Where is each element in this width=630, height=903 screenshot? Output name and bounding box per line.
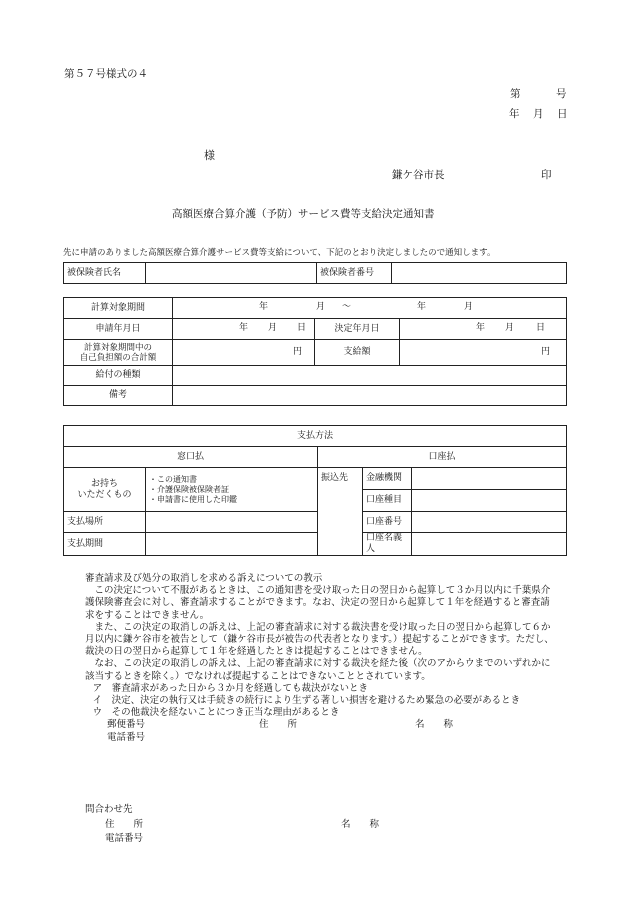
payment-amount-value bbox=[400, 340, 567, 366]
date-day: 日 bbox=[557, 108, 568, 120]
self-pay-label-line2: 自己負担額の合計額 bbox=[79, 352, 157, 363]
notice-paragraph: また、この決定の取消しの訴えは、上記の審査請求に対する裁決書を受け取った日の翌日から起算して６か月以内に鎌ケ谷市を被告として（鎌ケ谷市長が被告の代表者となります。）提起することができます。ただし、裁決の日の翌日から起算して１年を経過したときは提起することはできません。 bbox=[85, 621, 554, 658]
calc-period-value bbox=[173, 298, 567, 319]
period-end-month: 月 bbox=[464, 302, 474, 312]
addressee-suffix: 様 bbox=[204, 149, 215, 162]
notice-postal-label: 郵便番号 bbox=[107, 719, 146, 731]
form-number: 第５７号様式の４ bbox=[64, 68, 148, 80]
apply-day: 日 bbox=[297, 323, 307, 333]
date-month: 月 bbox=[533, 108, 544, 120]
self-pay-yen: 円 bbox=[292, 347, 302, 357]
bank-label: 金融機関 bbox=[363, 468, 412, 490]
contact-heading: 問合わせ先 bbox=[85, 804, 133, 815]
apply-month: 月 bbox=[268, 323, 278, 333]
bank-value bbox=[412, 468, 567, 490]
bring-item: ・介護保険被保険者証 bbox=[149, 484, 229, 494]
apply-year: 年 bbox=[239, 323, 249, 333]
decision-year: 年 bbox=[476, 323, 486, 333]
period-start-year: 年 bbox=[259, 302, 269, 312]
contact-address-label: 住 所 bbox=[105, 819, 144, 830]
insured-name-label: 被保険者氏名 bbox=[64, 263, 146, 284]
notice-item: ウ その他裁決を経ないことにつき正当な理由があるとき bbox=[92, 707, 340, 719]
bring-items-list bbox=[146, 468, 318, 512]
decision-month: 月 bbox=[505, 323, 515, 333]
decision-date-value bbox=[400, 319, 567, 340]
transfer-to-label: 振込先 bbox=[318, 468, 363, 556]
notice-phone-label: 電話番号 bbox=[107, 731, 146, 743]
calculation-table bbox=[63, 297, 567, 406]
payment-period-value bbox=[146, 533, 318, 556]
date-year: 年 bbox=[509, 108, 520, 120]
insured-number-value bbox=[392, 263, 567, 284]
document-title: 高額医療合算介護（予防）サービス費等支給決定通知書 bbox=[172, 208, 435, 220]
account-number-value bbox=[412, 512, 567, 533]
calc-period-label: 計算対象期間 bbox=[64, 298, 173, 319]
insured-number-label: 被保険者番号 bbox=[317, 263, 392, 284]
bring-items-label bbox=[64, 468, 146, 512]
benefit-type-label: 給付の種類 bbox=[64, 366, 173, 386]
bring-item: ・この通知書 bbox=[149, 474, 197, 484]
notice-paragraph: この決定について不服があるときは、この通知書を受け取った日の翌日から起算して３か月以内に千葉県介護保険審査会に対し、審査請求することができます。なお、決定の翌日から起算して１年を経過すると審査請求をすることはできません。 bbox=[85, 585, 551, 621]
account-type-label: 口座種目 bbox=[363, 490, 412, 512]
notice-item: イ 決定、決定の執行又は手続きの続行により生ずる著しい損害を避けるため緊急の必要があるとき bbox=[92, 695, 521, 707]
doc-number-label: 第 bbox=[510, 88, 521, 100]
period-tilde: ～ bbox=[342, 302, 352, 312]
payment-method-table bbox=[63, 425, 567, 556]
insured-name-value bbox=[146, 263, 317, 284]
issuer-name: 鎌ケ谷市長 bbox=[392, 169, 445, 181]
doc-number-suffix: 号 bbox=[556, 88, 567, 100]
payment-period-label: 支払期間 bbox=[64, 533, 146, 556]
notice-paragraph: なお、この決定の取消しの訴えは、上記の審査請求に対する裁決を経た後（次のアからウまでのいずれかに該当するときを除く。）でなければ提起することはできないこととされています。 bbox=[85, 658, 551, 682]
notice-name-label: 名 称 bbox=[415, 719, 454, 731]
self-pay-value bbox=[173, 340, 315, 366]
apply-date-value bbox=[173, 319, 315, 340]
payment-yen: 円 bbox=[540, 347, 550, 357]
period-end-year: 年 bbox=[417, 302, 427, 312]
contact-phone-label: 電話番号 bbox=[105, 833, 144, 844]
bring-label-line1: お持ち bbox=[90, 478, 118, 489]
decision-date-label: 決定年月日 bbox=[315, 319, 400, 340]
notice-item: ア 審査請求があった日から３か月を経過しても裁決がないとき bbox=[92, 682, 368, 694]
account-number-label: 口座番号 bbox=[363, 512, 412, 533]
bring-label-line2: いただくもの bbox=[77, 489, 132, 500]
notice-contact-line bbox=[85, 719, 555, 731]
apply-date-label: 申請年月日 bbox=[64, 319, 173, 340]
account-type-value bbox=[412, 490, 567, 512]
notice-heading: 審査請求及び処分の取消しを求める訴えについての教示 bbox=[85, 573, 323, 584]
bring-item: ・申請書に使用した印鑑 bbox=[149, 494, 237, 504]
period-start-month: 月 bbox=[316, 302, 326, 312]
account-name-label: 口座名義人 bbox=[363, 533, 412, 556]
transfer-payment-header: 口座払 bbox=[318, 447, 567, 468]
intro-text: 先に申請のありました高額医療合算介護サービス費等支給について、下記のとおり決定しましたので通知します。 bbox=[63, 248, 496, 258]
contact-name-label: 名 称 bbox=[341, 819, 380, 830]
payment-place-value bbox=[146, 512, 318, 533]
notice-address-label: 住 所 bbox=[259, 719, 298, 731]
self-pay-label bbox=[64, 340, 173, 366]
seal-mark: 印 bbox=[541, 169, 552, 181]
counter-payment-header: 窓口払 bbox=[64, 447, 318, 468]
insured-table bbox=[63, 262, 567, 284]
decision-day: 日 bbox=[536, 323, 546, 333]
account-name-value bbox=[412, 533, 567, 556]
payment-amount-label: 支給額 bbox=[315, 340, 400, 366]
appeal-notice bbox=[85, 573, 555, 744]
benefit-type-value bbox=[173, 366, 567, 386]
payment-place-label: 支払場所 bbox=[64, 512, 146, 533]
remarks-value bbox=[173, 386, 567, 406]
self-pay-label-line1: 計算対象期間中の bbox=[83, 342, 152, 353]
payment-method-header: 支払方法 bbox=[64, 426, 567, 447]
remarks-label: 備考 bbox=[64, 386, 173, 406]
